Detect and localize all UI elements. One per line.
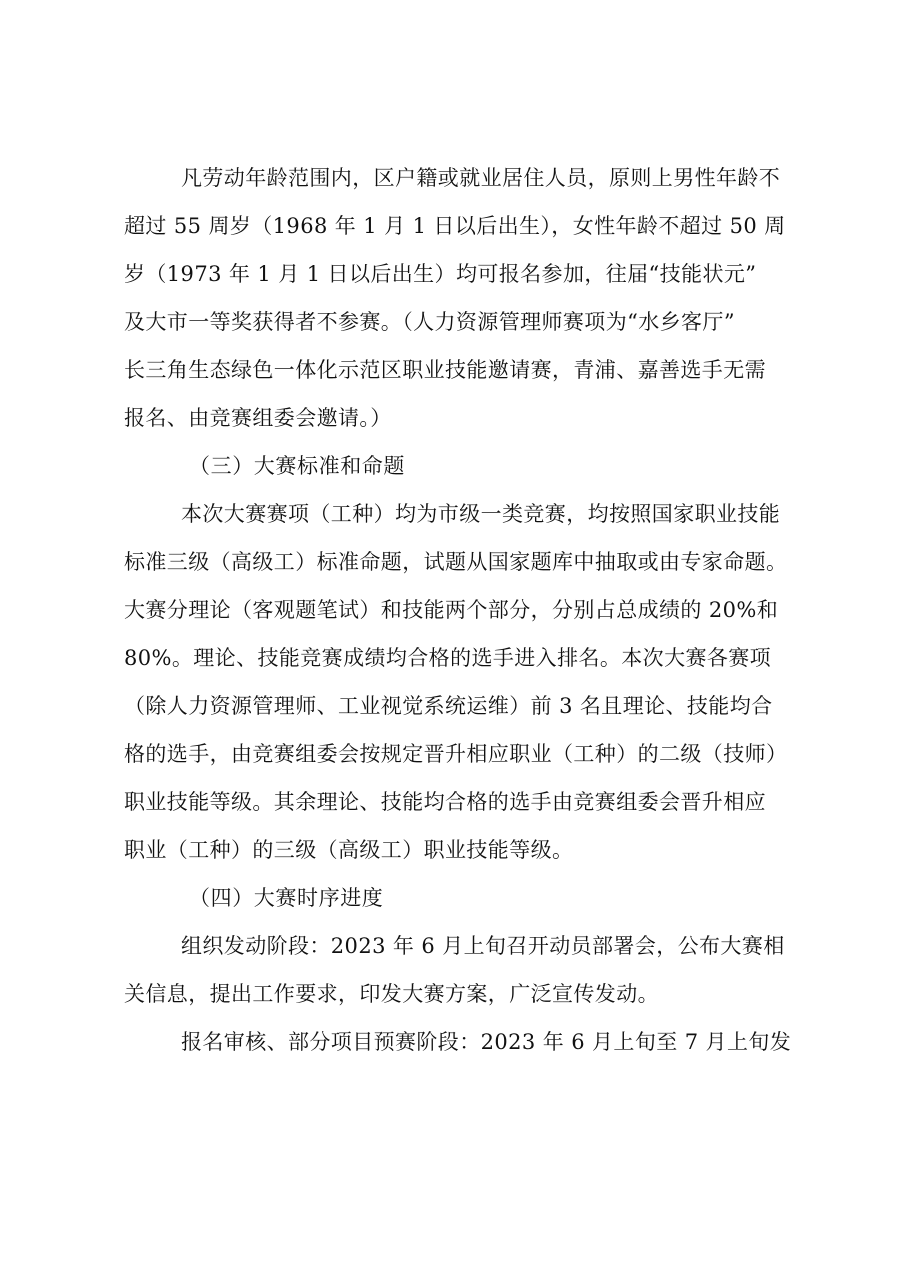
paragraph-line-5: 长三角生态绿色一体化示范区职业技能邀请赛，青浦、嘉善选手无需 (124, 358, 766, 382)
paragraph-line-12: 格的选手，由竞赛组委会按规定晋升相应职业（工种）的二级（技师） (124, 742, 788, 766)
section-heading-4: （四）大赛时序进度 (189, 886, 384, 910)
paragraph-line-17: 报名审核、部分项目预赛阶段：2023 年 6 月上旬至 7 月上旬发 (181, 1030, 792, 1054)
paragraph-line-2: 超过 55 周岁（1968 年 1 月 1 日以后出生），女性年龄不超过 50 周 (124, 214, 786, 238)
paragraph-line-8: 标准三级（高级工）标准命题，试题从国家题库中抽取或由专家命题。 (124, 550, 788, 574)
paragraph-line-10: 80%。理论、技能竞赛成绩均合格的选手进入排名。本次大赛各赛项 (124, 646, 772, 670)
paragraph-line-9: 大赛分理论（客观题笔试）和技能两个部分，分别占总成绩的 20%和 (124, 598, 779, 622)
paragraph-line-13: 职业技能等级。其余理论、技能均合格的选手由竞赛组委会晋升相应 (124, 790, 766, 814)
paragraph-line-4: 及大市一等奖获得者不参赛。（人力资源管理师赛项为“水乡客厅” (124, 310, 735, 334)
paragraph-line-11: （除人力资源管理师、工业视觉系统运维）前 3 名且理论、技能均合 (124, 694, 773, 718)
paragraph-line-16: 关信息，提出工作要求，印发大赛方案，广泛宣传发动。 (124, 982, 659, 1006)
paragraph-line-7: 本次大赛赛项（工种）均为市级一类竞赛，均按照国家职业技能 (181, 502, 781, 526)
paragraph-line-14: 职业（工种）的三级（高级工）职业技能等级。 (124, 838, 574, 862)
paragraph-line-3: 岁（1973 年 1 月 1 日以后出生）均可报名参加，往届“技能状元” (124, 262, 757, 286)
paragraph-line-15: 组织发动阶段：2023 年 6 月上旬召开动员部署会，公布大赛相 (181, 934, 785, 958)
paragraph-line-6: 报名、由竞赛组委会邀请。） (124, 406, 392, 430)
section-heading-3: （三）大赛标准和命题 (189, 454, 405, 478)
paragraph-line-1: 凡劳动年龄范围内，区户籍或就业居住人员，原则上男性年龄不 (181, 166, 781, 190)
